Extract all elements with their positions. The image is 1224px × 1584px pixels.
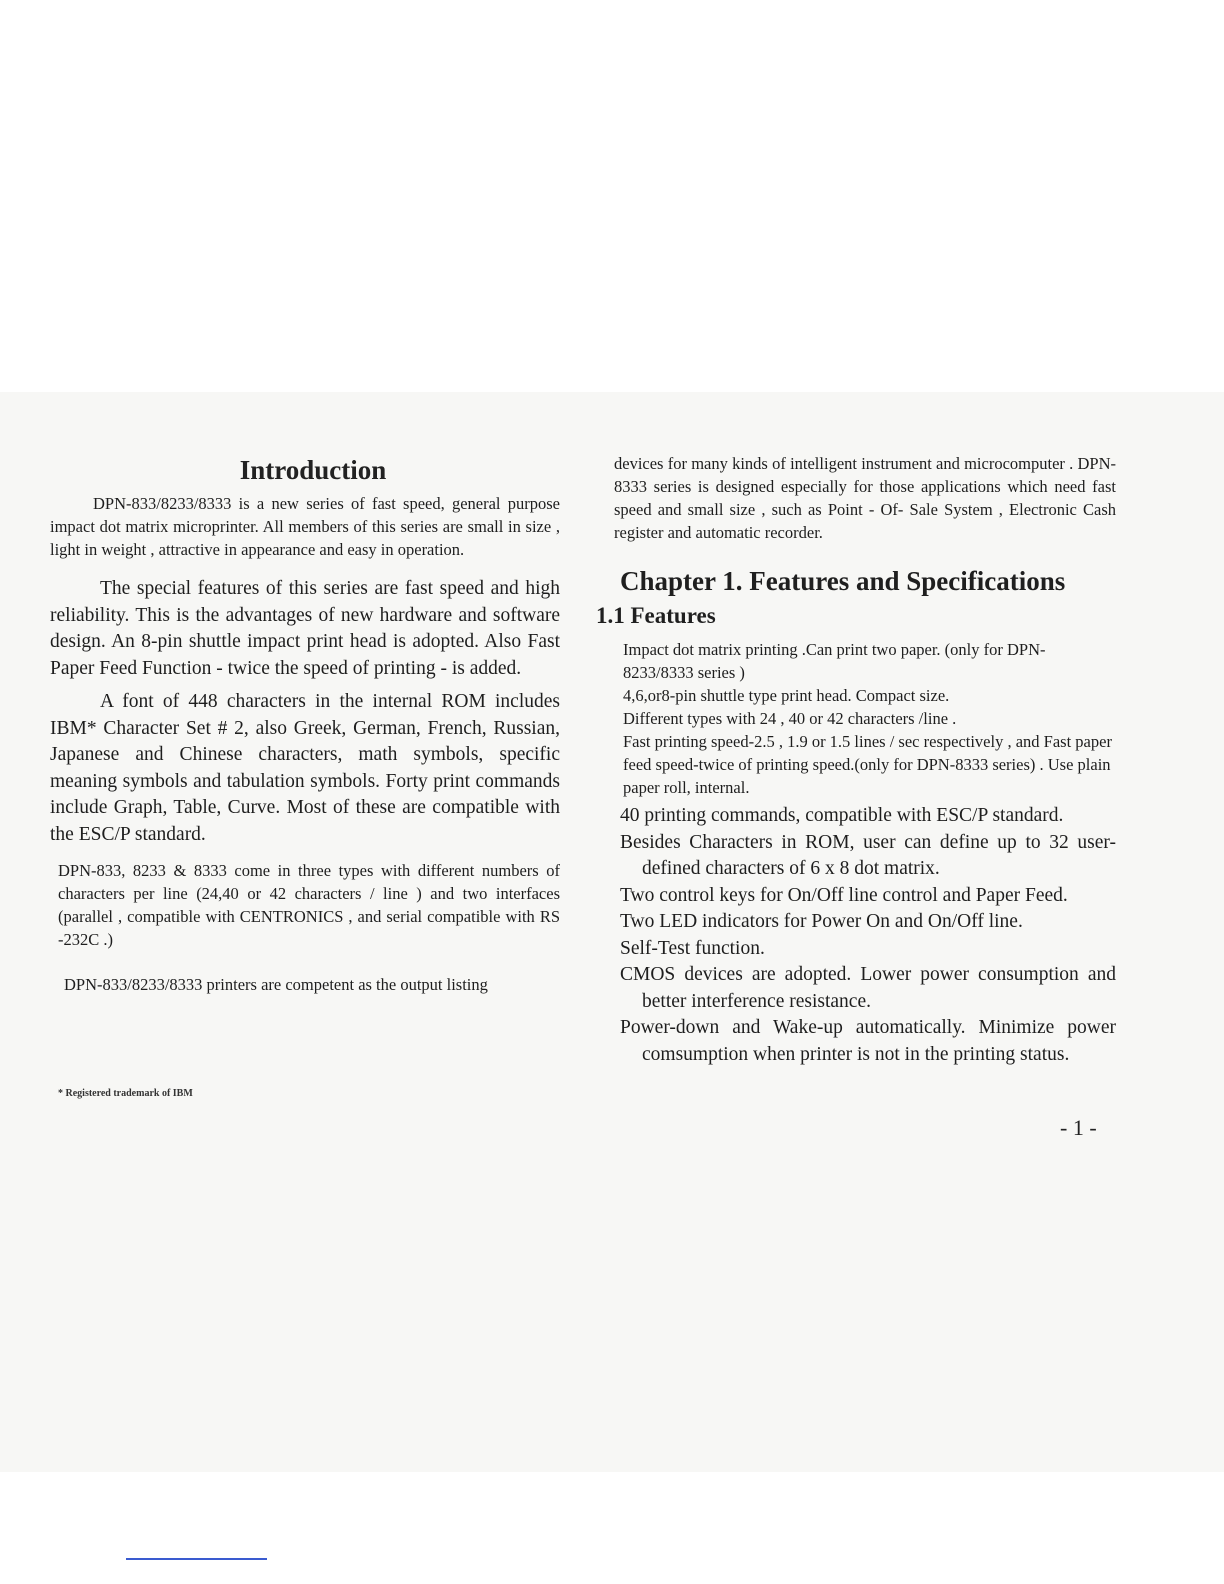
continuation-paragraph: devices for many kinds of intelligent instrument and microcomputer . DPN-8333 series is designed especially for those applications which need fast speed and small size , such as Point - Of- Sale System , Electronic Cash register and automatic recorder. xyxy=(614,454,1116,542)
feature-item: Two control keys for On/Off line control and Paper Feed. xyxy=(620,884,1068,906)
feature-item: Power-down and Wake-up automatically. Minimize power comsumption when printer is not in the printing status. xyxy=(620,1017,1116,1065)
feature-item: 4,6,or8-pin shuttle type print head. Compact size. xyxy=(623,686,950,705)
section-title: 1.1 Features xyxy=(596,603,716,628)
chapter-title: Chapter 1. Features and Specifications xyxy=(620,566,1066,596)
scan-artifact-line xyxy=(126,1558,267,1560)
feature-list-large xyxy=(596,803,1116,1068)
feature-list-small xyxy=(596,638,1116,799)
feature-item: Impact dot matrix printing .Can print two paper. (only for DPN-8233/8333 series ) xyxy=(623,640,1046,682)
intro-paragraph-3: A font of 448 characters in the internal ROM includes IBM* Character Set # 2, also Greek, German, French, Russian, Japanese and Chinese characters, math symbols, specific meaning symbols and tabulation symbols. Forty print commands include Graph, Table, Curve. Most of these are compatible with the ESC/P standard. xyxy=(50,691,560,845)
intro-paragraph-4: DPN-833, 8233 & 8333 come in three types with different numbers of characters per line (24,40 or 42 characters / line ) and two interfaces (parallel , compatible with CENTRONICS , and serial compatible with RS -232C .) xyxy=(58,861,560,949)
left-column xyxy=(50,455,560,996)
feature-item: Self-Test function. xyxy=(620,937,765,959)
feature-item: Besides Characters in ROM, user can define up to 32 user-defined characters of 6 x 8 dot matrix. xyxy=(620,831,1116,879)
feature-item: Different types with 24 , 40 or 42 characters /line . xyxy=(623,709,957,728)
feature-item: Two LED indicators for Power On and On/Off line. xyxy=(620,911,1023,932)
introduction-title: Introduction xyxy=(239,455,387,485)
feature-item: 40 printing commands, compatible with ESC/P standard. xyxy=(620,805,1064,826)
intro-paragraph-1: DPN-833/8233/8333 is a new series of fast speed, general purpose impact dot matrix microprinter. All members of this series are small in size , light in weight , attractive in appearance and easy in operation. xyxy=(50,494,560,559)
right-column xyxy=(596,452,1116,1068)
page-number: - 1 - xyxy=(1060,1115,1097,1140)
feature-item: CMOS devices are adopted. Lower power consumption and better interference resistance. xyxy=(620,964,1116,1012)
feature-item: Fast printing speed-2.5 , 1.9 or 1.5 lines / sec respectively , and Fast paper feed speed-twice of printing speed.(only for DPN-8333 series) . Use plain paper roll, internal. xyxy=(623,732,1112,797)
intro-paragraph-2: The special features of this series are fast speed and high reliability. This is the advantages of new hardware and software design. An 8-pin shuttle impact print head is adopted. Also Fast Paper Feed Function - twice the speed of printing - is added. xyxy=(50,578,560,679)
intro-paragraph-5: DPN-833/8233/8333 printers are competent as the output listing xyxy=(64,975,488,994)
footnote: * Registered trademark of IBM xyxy=(58,1088,193,1099)
